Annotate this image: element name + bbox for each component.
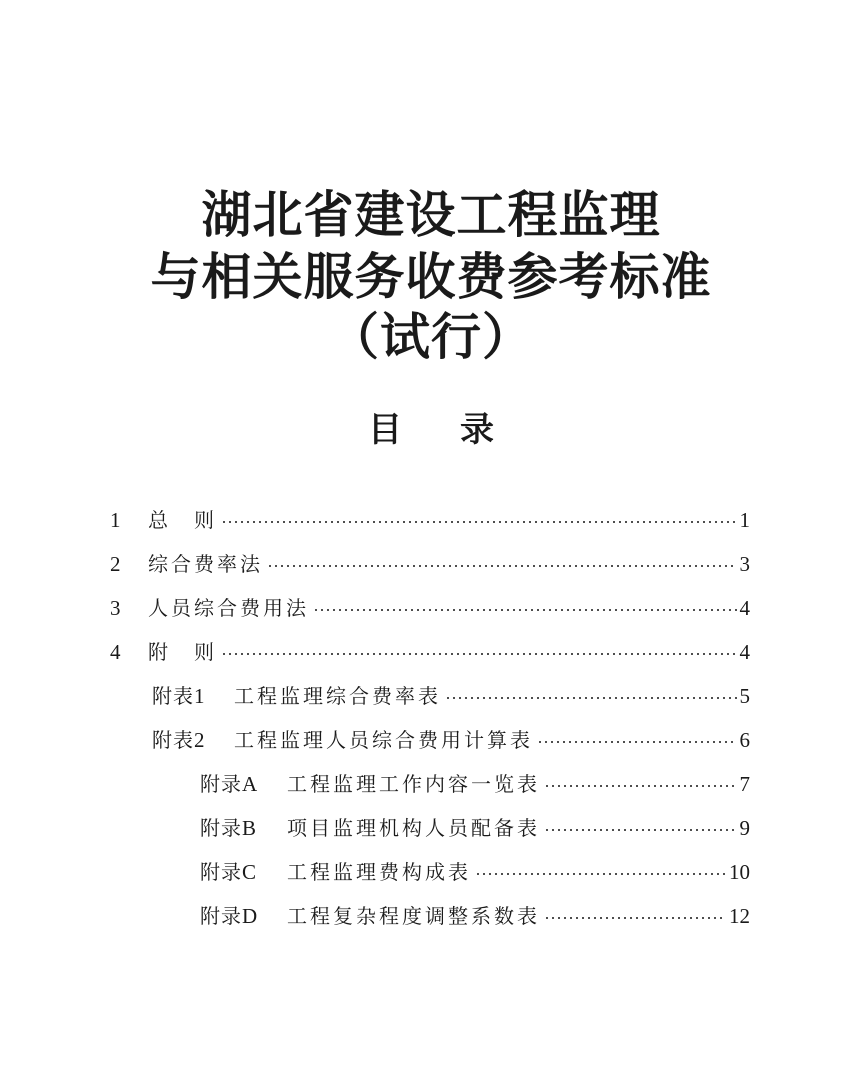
toc-entry-prefix: 附录D (200, 904, 258, 928)
toc-entry-chapter-4[interactable] (110, 630, 750, 674)
document-title-line-3: （试行） (329, 307, 533, 366)
toc-entry-label: 项目监理机构人员配备表 (287, 816, 540, 840)
toc-leader-dots (537, 735, 737, 749)
toc-leader-dots (221, 515, 737, 529)
toc-entry-page: 9 (739, 816, 750, 840)
toc-entry-page: 5 (739, 684, 750, 708)
toc-entry-page: 6 (739, 728, 750, 752)
toc-entry-number: 4 (110, 640, 121, 664)
toc-entry-label: 工程监理费构成表 (287, 860, 471, 884)
toc-entry-page: 4 (739, 640, 750, 664)
toc-entry-chapter-2[interactable] (110, 542, 750, 586)
toc-leader-dots (544, 823, 737, 837)
toc-heading-char-1: 目 (368, 410, 402, 450)
toc-entry-page: 1 (739, 508, 750, 532)
toc-entry-prefix: 附录A (200, 772, 258, 796)
toc-entry-page: 7 (739, 772, 750, 796)
toc-leader-dots (445, 691, 737, 705)
toc-entry-label: 附 则 (148, 640, 217, 664)
toc-leader-dots (313, 603, 737, 617)
toc-entry-label: 综合费率法 (148, 552, 263, 576)
toc-leader-dots (544, 911, 726, 925)
toc-entry-page: 10 (729, 860, 750, 884)
toc-leader-dots (544, 779, 737, 793)
toc-entry-appendix-d[interactable] (200, 894, 750, 938)
toc-entry-number: 1 (110, 508, 121, 532)
toc-entry-label: 工程复杂程度调整系数表 (287, 904, 540, 928)
toc-entry-prefix: 附表2 (152, 728, 205, 752)
toc-heading-char-2: 录 (460, 410, 494, 450)
toc-entry-label: 工程监理人员综合费用计算表 (234, 728, 533, 752)
toc-entry-page: 4 (739, 596, 750, 620)
toc-entry-number: 3 (110, 596, 121, 620)
toc-entry-appendix-a[interactable] (200, 762, 750, 806)
toc-heading (0, 408, 862, 452)
toc-leader-dots (475, 867, 726, 881)
toc-entry-number: 2 (110, 552, 121, 576)
toc-entry-table-1[interactable] (152, 674, 750, 718)
toc-entry-label: 总 则 (148, 508, 217, 532)
toc-entry-page: 12 (729, 904, 750, 928)
toc-entry-page: 3 (739, 552, 750, 576)
toc-leader-dots (221, 647, 737, 661)
toc-entry-label: 人员综合费用法 (148, 596, 309, 620)
toc-leader-dots (267, 559, 737, 573)
toc-entry-table-2[interactable] (152, 718, 750, 762)
toc-entry-label: 工程监理综合费率表 (234, 684, 441, 708)
document-title-line-1: 湖北省建设工程监理 (201, 185, 661, 244)
toc-entry-prefix: 附表1 (152, 684, 205, 708)
toc-entry-chapter-1[interactable] (110, 498, 750, 542)
toc-entry-prefix: 附录B (200, 816, 257, 840)
toc-entry-chapter-3[interactable] (110, 586, 750, 630)
toc-entry-appendix-c[interactable] (200, 850, 750, 894)
toc-entry-prefix: 附录C (200, 860, 257, 884)
toc-entry-appendix-b[interactable] (200, 806, 750, 850)
document-title-line-2: 与相关服务收费参考标准 (150, 247, 712, 306)
toc-entry-label: 工程监理工作内容一览表 (287, 772, 540, 796)
